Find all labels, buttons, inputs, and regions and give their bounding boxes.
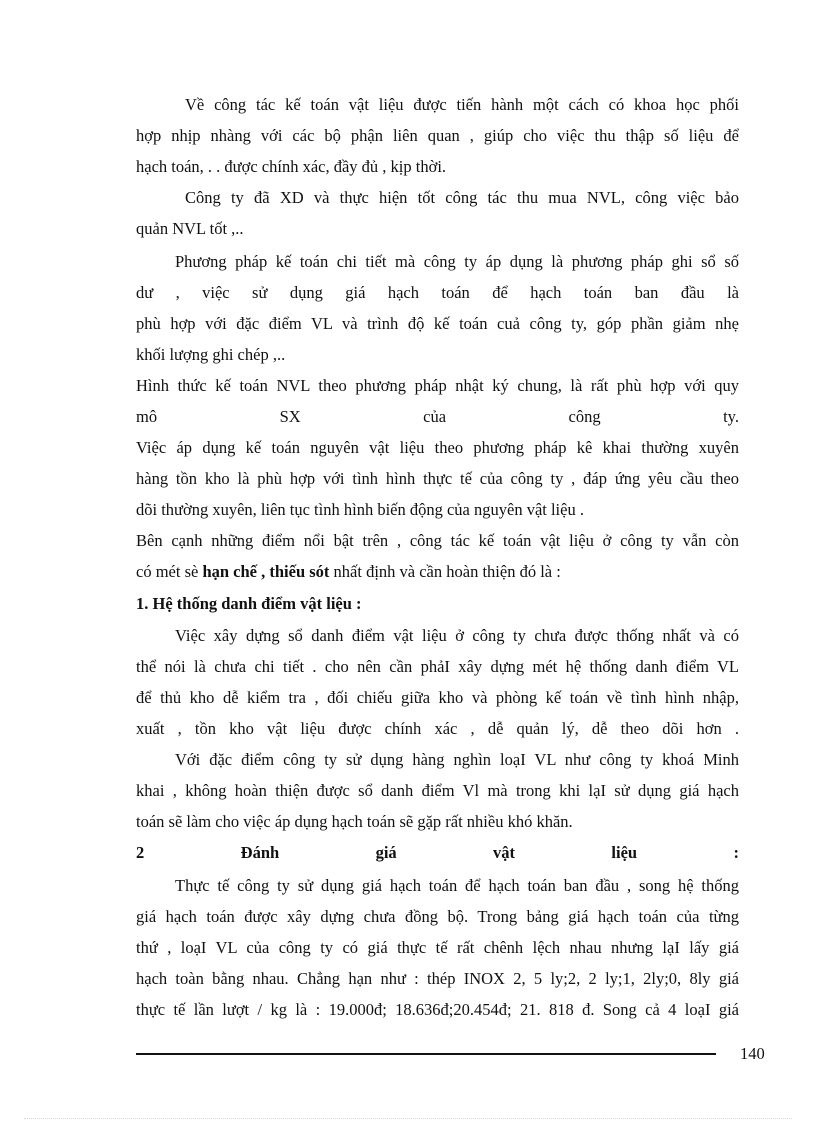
text-line: xuất , tồn kho vật liệu được chính xác , dễ quản lý, dễ theo dõi hơn .	[136, 719, 739, 738]
text-line: để thủ kho dễ kiểm tra , đối chiếu giữa kho và phòng kế toán về tình hình nhập,	[136, 688, 739, 707]
text-line: dư , việc sử dụng giá hạch toán để hạch toán ban đầu là	[136, 283, 739, 302]
text-line: hạch toán, . . được chính xác, đầy đủ , kịp thời.	[136, 157, 447, 176]
text-line: Về công tác kế toán vật liệu được tiến hành một cách có khoa học phối	[185, 95, 739, 114]
text-line: giá hạch toán được xây dựng chưa đồng bộ. Trong bảng giá hạch toán của từng	[136, 907, 739, 926]
text-line: Bên cạnh những điểm nổi bật trên , công tác kế toán vật liệu ở công ty vẫn còn	[136, 531, 739, 550]
emphasis-text: hạn chế , thiếu sót	[202, 562, 330, 581]
page-number: 140	[740, 1044, 765, 1063]
footer-rule	[136, 1053, 716, 1055]
text-line: Việc áp dụng kế toán nguyên vật liệu theo phương pháp kê khai thường xuyên	[136, 438, 739, 457]
text-line: phù hợp với đặc điểm VL và trình độ kế toán cuả công ty, góp phần giảm nhẹ	[136, 314, 739, 333]
text-line: khai , không hoàn thiện được sổ danh điểm Vl mà trong khi lạI sử dụng giá hạch	[136, 781, 739, 800]
text-line: Công ty đã XD và thực hiện tốt công tác thu mua NVL, công việc bảo	[185, 188, 739, 207]
text-line: Với đặc điểm công ty sử dụng hàng nghìn loạI VL như công ty khoá Minh	[175, 750, 739, 769]
text-line: mô SX của công ty.	[136, 407, 739, 426]
text-line: Thực tế công ty sử dụng giá hạch toán để hạch toán ban đầu , song hệ thống	[175, 876, 739, 895]
text-line: toán sẽ làm cho việc áp dụng hạch toán sẽ gặp rất nhiều khó khăn.	[136, 812, 573, 831]
text-line: hợp nhịp nhàng với các bộ phận liên quan , giúp cho việc thu thập số liệu để	[136, 126, 739, 145]
text-line: dõi thường xuyên, liên tục tình hình biến động của nguyên vật liệu .	[136, 500, 584, 519]
text-line: thực tế lần lượt / kg là : 19.000đ; 18.636đ;20.454đ; 21. 818 đ. Song cả 4 loạI giá	[136, 1000, 739, 1019]
text-line: thứ , loạI VL của công ty có giá thực tế rất chênh lệch nhau nhưng lạI lấy giá	[136, 938, 739, 957]
text-run: nhất định và cần hoàn thiện đó là :	[329, 562, 561, 581]
text-line: hàng tồn kho là phù hợp với tình hình thực tế của công ty , đáp ứng yêu cầu theo	[136, 469, 739, 488]
text-line: quản NVL tốt ,..	[136, 219, 244, 238]
text-line: Phương pháp kế toán chi tiết mà công ty áp dụng là phương pháp ghi sổ số	[175, 252, 739, 271]
page-edge-divider	[24, 1118, 792, 1119]
section-heading: 1. Hệ thống danh điểm vật liệu :	[136, 594, 362, 613]
text-line: thể nói là chưa chi tiết . cho nên cần phảI xây dựng mét hệ thống danh điểm VL	[136, 657, 739, 676]
text-line: Việc xây dựng sổ danh điểm vật liệu ở công ty chưa được thống nhất và có	[175, 626, 739, 645]
text-line: khối lượng ghi chép ,..	[136, 345, 286, 364]
text-line: Hình thức kế toán NVL theo phương pháp nhật ký chung, là rất phù hợp với quy	[136, 376, 739, 395]
section-heading: 2 Đánh giá vật liệu :	[136, 843, 739, 862]
text-line: hạch toàn bằng nhau. Chẳng hạn như : thép INOX 2, 5 ly;2, 2 ly;1, 2ly;0, 8ly giá	[136, 969, 739, 988]
text-run: có mét sè	[136, 562, 203, 581]
text-line	[136, 562, 739, 582]
